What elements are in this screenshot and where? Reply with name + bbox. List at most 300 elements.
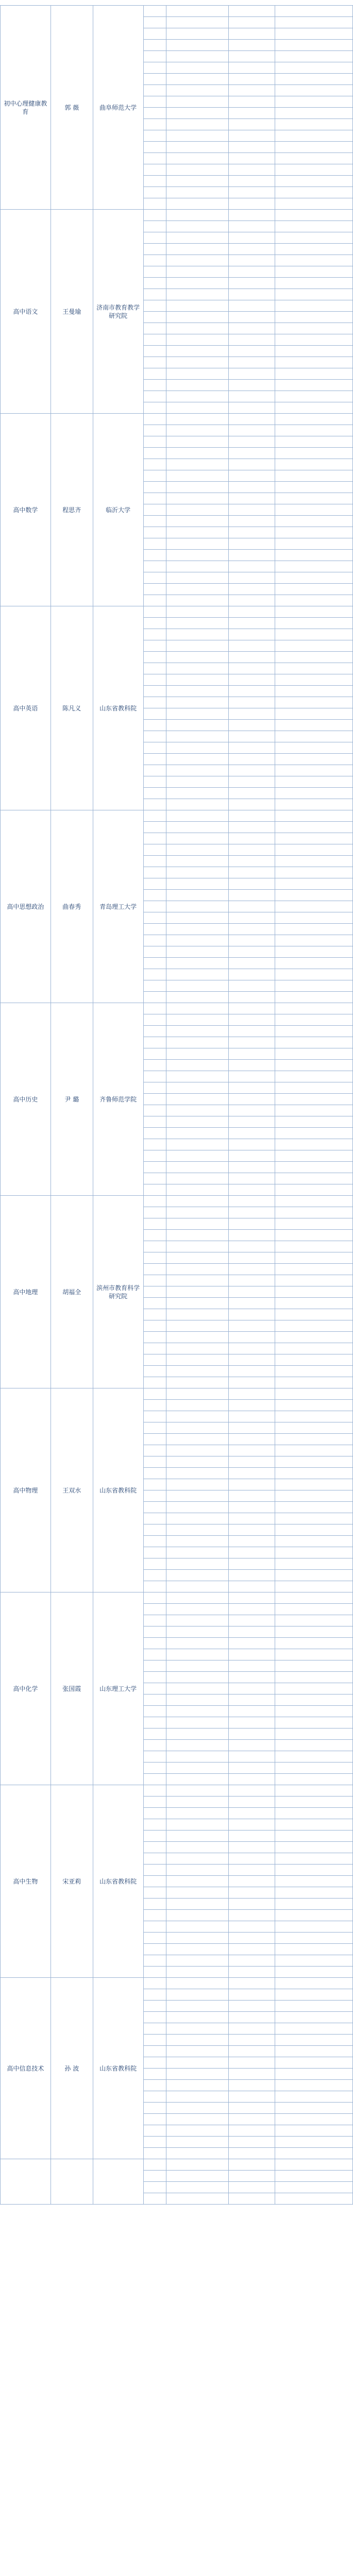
member-unit [275, 1184, 353, 1196]
member-name [166, 708, 229, 720]
member-unit [275, 1490, 353, 1502]
member-unit [275, 1649, 353, 1660]
member-city [229, 833, 275, 844]
member-city [229, 300, 275, 312]
member-number [143, 799, 166, 810]
member-name [166, 142, 229, 153]
member-number [143, 2137, 166, 2148]
member-unit [275, 17, 353, 28]
member-number [143, 459, 166, 470]
member-city [229, 244, 275, 255]
member-name [166, 1468, 229, 1479]
member-unit [275, 1252, 353, 1264]
member-number [143, 810, 166, 822]
member-city [229, 1173, 275, 1184]
member-name [166, 1230, 229, 1241]
member-city [229, 901, 275, 912]
member-name [166, 1853, 229, 1865]
member-city [229, 1490, 275, 1502]
member-number [143, 85, 166, 96]
member-number [143, 674, 166, 686]
continued-group-table [0, 2159, 353, 2205]
member-unit [275, 1150, 353, 1162]
member-city [229, 504, 275, 516]
member-name [166, 1683, 229, 1694]
member-city [229, 2023, 275, 2035]
member-unit [275, 357, 353, 368]
member-number [143, 1275, 166, 1286]
member-name [166, 255, 229, 266]
member-number [143, 765, 166, 776]
member-unit [275, 799, 353, 810]
member-number [143, 1853, 166, 1865]
member-city [229, 2137, 275, 2148]
member-name [166, 754, 229, 765]
member-number [143, 867, 166, 878]
member-city [229, 606, 275, 618]
member-unit [275, 1400, 353, 1411]
member-name [166, 1615, 229, 1626]
member-name [166, 504, 229, 516]
member-city [229, 1128, 275, 1139]
member-name [166, 810, 229, 822]
member-name [166, 85, 229, 96]
member-name [166, 799, 229, 810]
member-city [229, 1456, 275, 1468]
member-city [229, 663, 275, 674]
member-name [166, 1513, 229, 1524]
member-name [166, 368, 229, 380]
member-unit [275, 164, 353, 176]
member-number [143, 1978, 166, 1989]
member-city [229, 640, 275, 652]
member-number [143, 1819, 166, 1831]
member-number [143, 822, 166, 833]
member-unit [275, 969, 353, 980]
member-city [229, 1910, 275, 1921]
member-name [166, 1445, 229, 1456]
member-number [143, 2182, 166, 2193]
member-name [166, 606, 229, 618]
member-city [229, 74, 275, 85]
member-number [143, 595, 166, 606]
member-name [166, 1774, 229, 1785]
member-number [143, 1558, 166, 1570]
member-name [166, 278, 229, 289]
member-unit [275, 1672, 353, 1683]
member-name [166, 867, 229, 878]
member-unit [275, 980, 353, 992]
member-city [229, 1298, 275, 1309]
member-number [143, 74, 166, 85]
member-name [166, 1899, 229, 1910]
member-unit [275, 1944, 353, 1955]
member-unit [275, 1196, 353, 1207]
member-unit [275, 618, 353, 629]
member-number [143, 2046, 166, 2057]
member-unit [275, 1082, 353, 1094]
member-name [166, 1332, 229, 1343]
member-unit [275, 1513, 353, 1524]
member-city [229, 890, 275, 901]
member-city [229, 1797, 275, 1808]
member-number [143, 1286, 166, 1298]
member-unit [275, 1774, 353, 1785]
member-number [143, 742, 166, 754]
member-name [166, 1184, 229, 1196]
member-city [229, 844, 275, 856]
member-unit [275, 1785, 353, 1797]
member-number [143, 1955, 166, 1967]
member-name [166, 425, 229, 436]
member-name [166, 2171, 229, 2182]
member-city [229, 1967, 275, 1978]
member-unit [275, 1808, 353, 1819]
member-name [166, 629, 229, 640]
member-name [166, 2125, 229, 2137]
member-number [143, 1196, 166, 1207]
member-number [143, 1422, 166, 1434]
member-number [143, 731, 166, 742]
member-number [143, 1626, 166, 1638]
member-number [143, 629, 166, 640]
member-city [229, 1037, 275, 1048]
member-city [229, 436, 275, 448]
member-name [166, 1366, 229, 1377]
member-name [166, 992, 229, 1003]
member-name [166, 2103, 229, 2114]
member-number [143, 2080, 166, 2091]
member-city [229, 2046, 275, 2057]
member-number [143, 708, 166, 720]
member-unit [275, 2171, 353, 2182]
member-city [229, 969, 275, 980]
member-city [229, 164, 275, 176]
member-name [166, 731, 229, 742]
member-number [143, 414, 166, 425]
member-number [143, 1887, 166, 1899]
member-name [166, 96, 229, 108]
subject-group-table [0, 1003, 353, 1196]
member-number [143, 1332, 166, 1343]
member-number [143, 1683, 166, 1694]
member-number [143, 346, 166, 357]
member-name [166, 561, 229, 572]
member-name [166, 1944, 229, 1955]
member-city [229, 2182, 275, 2193]
member-city [229, 1388, 275, 1400]
member-unit [275, 1955, 353, 1967]
member-city [229, 2057, 275, 2069]
member-number [143, 1207, 166, 1218]
member-city [229, 561, 275, 572]
member-city [229, 1626, 275, 1638]
member-number [143, 1592, 166, 1604]
member-city [229, 1547, 275, 1558]
member-unit [275, 1831, 353, 1842]
member-city [229, 1264, 275, 1275]
member-number [143, 1967, 166, 1978]
member-number [143, 697, 166, 708]
member-number [143, 334, 166, 346]
member-number [143, 844, 166, 856]
subject-name: 高中化学 [1, 1592, 51, 1785]
member-city [229, 1921, 275, 1933]
member-unit [275, 51, 353, 62]
member-name [166, 527, 229, 538]
member-unit [275, 856, 353, 867]
leader-cell-continued [51, 2159, 93, 2205]
member-city [229, 1978, 275, 1989]
member-city [229, 414, 275, 425]
member-unit [275, 1978, 353, 1989]
member-unit [275, 1230, 353, 1241]
member-name [166, 1751, 229, 1762]
member-unit [275, 74, 353, 85]
member-unit [275, 640, 353, 652]
member-name [166, 1275, 229, 1286]
member-unit [275, 1332, 353, 1343]
member-city [229, 742, 275, 754]
member-number [143, 1309, 166, 1320]
member-number [143, 2193, 166, 2205]
member-name [166, 1309, 229, 1320]
subject-group-table [0, 5, 353, 210]
member-name [166, 1060, 229, 1071]
member-unit [275, 629, 353, 640]
member-number [143, 323, 166, 334]
member-city [229, 1592, 275, 1604]
member-number [143, 1638, 166, 1649]
member-number [143, 1649, 166, 1660]
member-unit [275, 1626, 353, 1638]
member-number [143, 980, 166, 992]
member-unit [275, 992, 353, 1003]
member-number [143, 2103, 166, 2114]
member-unit [275, 550, 353, 561]
member-unit [275, 1728, 353, 1740]
member-unit [275, 1094, 353, 1105]
member-city [229, 221, 275, 232]
member-name [166, 1422, 229, 1434]
member-unit [275, 765, 353, 776]
member-city [229, 1150, 275, 1162]
member-city [229, 1048, 275, 1060]
member-name [166, 153, 229, 164]
member-city [229, 946, 275, 958]
member-city [229, 1218, 275, 1230]
member-unit [275, 1343, 353, 1354]
member-name [166, 878, 229, 890]
member-name [166, 1865, 229, 1876]
member-number [143, 425, 166, 436]
member-unit [275, 584, 353, 595]
member-number [143, 776, 166, 788]
member-name [166, 2182, 229, 2193]
member-number [143, 901, 166, 912]
member-name [166, 244, 229, 255]
member-number [143, 2125, 166, 2137]
member-name [166, 1003, 229, 1014]
member-name [166, 164, 229, 176]
member-unit [275, 221, 353, 232]
member-name [166, 1638, 229, 1649]
member-unit [275, 2114, 353, 2125]
member-name [166, 1762, 229, 1774]
member-unit [275, 1411, 353, 1422]
member-city [229, 1660, 275, 1672]
group-leader: 陈凡义 [51, 606, 93, 810]
group-leader: 胡福全 [51, 1196, 93, 1388]
member-number [143, 1173, 166, 1184]
leader-organization: 山东省教科院 [93, 1388, 143, 1592]
member-city [229, 1343, 275, 1354]
member-unit [275, 935, 353, 946]
member-city [229, 1865, 275, 1876]
member-name [166, 652, 229, 663]
member-city [229, 935, 275, 946]
member-number [143, 1037, 166, 1048]
member-city [229, 1899, 275, 1910]
member-name [166, 833, 229, 844]
member-city [229, 1672, 275, 1683]
member-unit [275, 1581, 353, 1592]
member-name [166, 1819, 229, 1831]
member-name [166, 1910, 229, 1921]
member-unit [275, 436, 353, 448]
member-unit [275, 2091, 353, 2103]
member-name [166, 618, 229, 629]
member-unit [275, 1524, 353, 1536]
member-unit [275, 663, 353, 674]
member-number [143, 1116, 166, 1128]
member-city [229, 1638, 275, 1649]
member-city [229, 550, 275, 561]
member-unit [275, 85, 353, 96]
member-city [229, 1581, 275, 1592]
member-unit [275, 108, 353, 119]
member-city [229, 912, 275, 924]
member-name [166, 1717, 229, 1728]
member-city [229, 538, 275, 550]
member-name [166, 1989, 229, 2001]
member-unit [275, 493, 353, 504]
member-number [143, 1026, 166, 1037]
member-number [143, 187, 166, 198]
member-name [166, 1139, 229, 1150]
leader-organization: 山东省教科院 [93, 1978, 143, 2159]
member-number [143, 1842, 166, 1853]
member-name [166, 210, 229, 221]
table-row [1, 2159, 353, 2171]
leader-organization: 齐鲁师范学院 [93, 1003, 143, 1196]
subject-group-table [0, 413, 353, 606]
subject-name: 高中物理 [1, 1388, 51, 1592]
member-name [166, 1797, 229, 1808]
member-name [166, 1876, 229, 1887]
member-number [143, 164, 166, 176]
member-number [143, 1230, 166, 1241]
member-city [229, 1808, 275, 1819]
member-name [166, 1105, 229, 1116]
member-number [143, 300, 166, 312]
member-unit [275, 1910, 353, 1921]
member-unit [275, 176, 353, 187]
member-number [143, 2159, 166, 2171]
subject-name: 高中英语 [1, 606, 51, 810]
member-city [229, 1139, 275, 1150]
member-city [229, 153, 275, 164]
member-unit [275, 414, 353, 425]
table-row [1, 1003, 353, 1014]
member-unit [275, 1615, 353, 1626]
member-unit [275, 1139, 353, 1150]
leader-organization: 曲阜师范大学 [93, 6, 143, 210]
member-number [143, 686, 166, 697]
subject-group-table [0, 810, 353, 1003]
member-number [143, 2023, 166, 2035]
member-unit [275, 561, 353, 572]
member-number [143, 1139, 166, 1150]
member-city [229, 1876, 275, 1887]
member-number [143, 1366, 166, 1377]
member-name [166, 119, 229, 130]
subject-name: 高中生物 [1, 1785, 51, 1978]
member-unit [275, 1536, 353, 1547]
member-unit [275, 482, 353, 493]
member-name [166, 2069, 229, 2080]
member-name [166, 1218, 229, 1230]
member-city [229, 62, 275, 74]
member-city [229, 85, 275, 96]
member-city [229, 1740, 275, 1751]
member-number [143, 1921, 166, 1933]
member-city [229, 1853, 275, 1865]
member-number [143, 28, 166, 40]
member-name [166, 1071, 229, 1082]
member-name [166, 2046, 229, 2057]
member-name [166, 1207, 229, 1218]
group-leader: 郭 薇 [51, 6, 93, 210]
member-unit [275, 1762, 353, 1774]
member-city [229, 1252, 275, 1264]
member-number [143, 6, 166, 17]
subject-name: 初中心理健康教育 [1, 6, 51, 210]
member-city [229, 2012, 275, 2023]
member-unit [275, 606, 353, 618]
member-number [143, 1388, 166, 1400]
member-number [143, 2035, 166, 2046]
member-number [143, 40, 166, 51]
member-city [229, 1955, 275, 1967]
member-unit [275, 2012, 353, 2023]
group-leader: 宋亚莉 [51, 1785, 93, 1978]
member-unit [275, 1026, 353, 1037]
group-leader: 王曼瑜 [51, 210, 93, 414]
member-unit [275, 516, 353, 527]
member-unit [275, 1309, 353, 1320]
member-unit [275, 867, 353, 878]
member-unit [275, 1422, 353, 1434]
member-number [143, 1785, 166, 1797]
member-name [166, 380, 229, 391]
member-number [143, 946, 166, 958]
member-unit [275, 1037, 353, 1048]
member-unit [275, 1989, 353, 2001]
member-unit [275, 1967, 353, 1978]
member-number [143, 640, 166, 652]
member-name [166, 1388, 229, 1400]
